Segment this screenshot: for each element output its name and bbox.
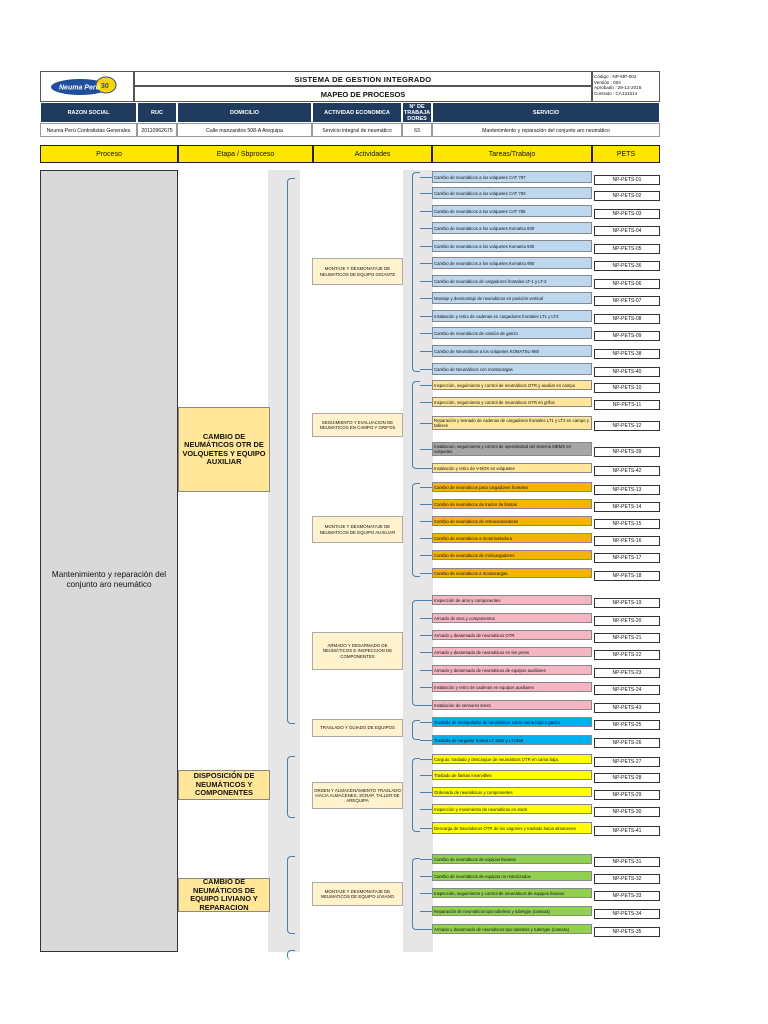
task-item: Cambio de neumáticos a los volquetes Komatsu 930 — [432, 240, 592, 252]
connector-tick — [420, 929, 432, 930]
pets-code: NP-PETS-08 — [594, 314, 660, 324]
stage-bracket — [287, 756, 295, 818]
stage-disposicion: DISPOSICIÓN DE NEUMÁTICOS Y COMPONENTES — [178, 770, 270, 800]
task-item: Instalación y retiro de cadenas en equipos auxiliares — [432, 682, 592, 692]
meta-line: Aprobado : 29-12-2016 — [594, 85, 642, 90]
connector-tick — [420, 402, 432, 403]
process-cell — [40, 170, 178, 952]
pets-code: NP-PETS-23 — [594, 668, 660, 678]
task-item: Ordenado de neumáticos y componentes — [432, 787, 592, 797]
task-item: Cambio de neumáticos de equipos no motorizados — [432, 871, 592, 881]
task-item: Reparación de neumáticos tipo tubeless y tubetype (camara) — [432, 906, 592, 916]
connector-tick — [420, 351, 432, 352]
connector-tick — [420, 193, 432, 194]
doc-meta — [592, 71, 660, 102]
task-item: Cambio de neumáticos de minicargadores — [432, 550, 592, 560]
task-item: Reparación y tesnado de cadenas de cargadores frontales LT1 y LT2 en campo y talleres — [432, 416, 592, 430]
stage-cambio-otr: CAMBIO DE NEUMÁTICOS OTR DE VOLQUETES Y EQUIPO AUXILIAR — [178, 407, 270, 492]
connector-tick — [420, 281, 432, 282]
pets-code: NP-PETS-04 — [594, 226, 660, 236]
connector-tick — [420, 298, 432, 299]
pets-code: NP-PETS-27 — [594, 757, 660, 767]
pets-code: NP-PETS-01 — [594, 175, 660, 185]
doc-title: SISTEMA DE GESTION INTEGRADO — [134, 71, 592, 86]
doc-subtitle: MAPEO DE PROCESOS — [134, 86, 592, 102]
task-item: Inspección de aros y componentes — [432, 595, 592, 605]
task-item: Montaje y desmontaje de neumáticos en posición vertical — [432, 292, 592, 304]
connector-tick — [420, 246, 432, 247]
info-header-actividad: ACTIVIDAD ECONOMICA — [312, 102, 402, 123]
task-item: Cambio de neumáticos a motoniveladora — [432, 533, 592, 543]
pets-code: NP-PETS-17 — [594, 553, 660, 563]
connector-tick — [420, 228, 432, 229]
task-item: Cambio de neumáticos de camión de ganzo — [432, 327, 592, 339]
connector-tick — [420, 211, 432, 212]
pets-code: NP-PETS-14 — [594, 502, 660, 512]
task-item: Traslado de manipulador de neumáticos sobre cama baja o ganzo — [432, 717, 592, 727]
pets-code: NP-PETS-39 — [594, 447, 660, 457]
header-proceso: Proceso — [40, 145, 178, 163]
task-item: Cambio de neumáticos a los volquetes CAT 797 — [432, 171, 592, 183]
stage-cambio-liviano: CAMBIO DE NEUMÁTICOS DE EQUIPO LIVIANO Y REPARACION — [178, 878, 270, 912]
connector-tick — [420, 333, 432, 334]
info-value-razon: Neuma Perú Contratistas Generales — [40, 123, 137, 137]
task-item: Inspección, seguimiento y control de neumáticos de equipos livianos — [432, 888, 592, 898]
header-etapa: Etapa / Sbproceso — [178, 145, 313, 163]
connector-tick — [420, 759, 432, 760]
connector-tick — [420, 468, 432, 469]
task-item: Cambio de Neumáticos con montacargas — [432, 363, 592, 375]
pets-code: NP-PETS-16 — [594, 536, 660, 546]
activity-seguimiento: SEGUIMIENTO Y EVALUACION DE NEUMATICOS EN CAMPO Y GRIFOS — [312, 413, 403, 437]
connector-tick — [420, 487, 432, 488]
pets-code: NP-PETS-26 — [594, 738, 660, 748]
task-item: Cambio de Neumáticos a los volquetes KOMATSU 980 — [432, 345, 592, 357]
connector-tick — [420, 792, 432, 793]
meta-line: Código : NP-MP-002 — [594, 74, 637, 79]
task-item: Armado y desarmado de neumáticos de equipos auxiliares — [432, 665, 592, 675]
pets-code: NP-PETS-03 — [594, 209, 660, 219]
task-item: Cambio de neumáticos a los volquetes Komatsu 980 — [432, 257, 592, 269]
info-value-servicio: Mantenimiento y reparación del conjunto aro neumático — [432, 123, 660, 137]
company-logo — [50, 76, 124, 96]
info-header-trabajadores: N° DE TRABAJA DORES — [403, 103, 431, 122]
connector-tick — [420, 618, 432, 619]
activity-montaje-gigante: MONTAJE Y DESMONATAJE DE NEUMATICOS DE EQUIPO GIGANTE — [312, 258, 403, 285]
activity-bracket — [412, 483, 420, 577]
logo-badge: 30 — [101, 83, 109, 90]
pets-code: NP-PETS-10 — [594, 383, 660, 393]
activity-bracket — [412, 381, 420, 469]
task-item: Traslado de cargador frontal LT 1850 y LT2350 — [432, 735, 592, 745]
pets-code: NP-PETS-30 — [594, 807, 660, 817]
pets-code: NP-PETS-09 — [594, 331, 660, 341]
task-item: Instalación de sensores tiresti — [432, 700, 592, 710]
pets-code: NP-PETS-06 — [594, 279, 660, 289]
connector-tick — [420, 316, 432, 317]
info-header-domicilio: DOMICILIO — [177, 102, 312, 123]
process-label: Mantenimiento y reparación del conjunto aro neumático — [51, 570, 167, 589]
activity-bracket — [412, 720, 420, 740]
info-value-domicilio: Calle manzanitos 508-A Arequipa — [177, 123, 312, 137]
connector-tick — [420, 809, 432, 810]
activity-bracket — [412, 758, 420, 832]
task-item: Cambio de neumáticos a montacargas — [432, 568, 592, 578]
connector-tick — [420, 369, 432, 370]
connector-tick — [420, 555, 432, 556]
pets-code: NP-PETS-36 — [594, 261, 660, 271]
pets-code: NP-PETS-28 — [594, 773, 660, 783]
connector-tick — [420, 740, 432, 741]
activity-montaje-auxiliar: MONTAJE Y DESMONATAJE DE NEUMATICOS DE EQUIPO AUXILIAR — [312, 516, 403, 543]
stage-bracket — [287, 950, 295, 960]
pets-code: NP-PETS-41 — [594, 826, 660, 836]
info-header-servicio: SERVICIO — [432, 102, 660, 123]
activity-bracket — [412, 172, 420, 372]
task-item: Armado y desarmado de neumáticos en tire press — [432, 647, 592, 657]
task-item: Armado de aros y componentes — [432, 613, 592, 623]
connector-tick — [420, 263, 432, 264]
task-item: Cambio de neumáticos de tractor de llantas — [432, 499, 592, 509]
pets-code: NP-PETS-24 — [594, 685, 660, 695]
activity-armado: ARMADO Y DESARMADO DE NEUMÁTICOS E INSPECCION DE COMPONENTES — [312, 632, 403, 670]
connector-tick — [420, 423, 432, 424]
pets-code: NP-PETS-19 — [594, 598, 660, 608]
pets-code: NP-PETS-20 — [594, 616, 660, 626]
task-item: Descarga de Neumáticos OTR de los vagones y traslado hacia almacenes — [432, 822, 592, 834]
pets-code: NP-PETS-13 — [594, 485, 660, 495]
activity-bracket — [412, 600, 420, 706]
connector-tick — [420, 859, 432, 860]
pets-code: NP-PETS-43 — [594, 703, 660, 713]
connector-tick — [420, 670, 432, 671]
pets-code: NP-PETS-35 — [594, 927, 660, 937]
pets-code: NP-PETS-31 — [594, 857, 660, 867]
connector-tick — [420, 722, 432, 723]
connector-tick — [420, 635, 432, 636]
info-header-razon: RAZON SOCIAL — [40, 102, 137, 123]
pets-code: NP-PETS-33 — [594, 891, 660, 901]
connector-column — [268, 170, 300, 952]
activity-traslado: TRASLADO Y GUIADO DE EQUIPOS — [312, 719, 403, 737]
connector-tick — [420, 521, 432, 522]
pets-code: NP-PETS-11 — [594, 400, 660, 410]
task-item: Cambio de neumáticos de cargadores frontales LT-1 y LT-2 — [432, 275, 592, 287]
stage-bracket — [287, 178, 295, 724]
connector-tick — [420, 876, 432, 877]
connector-tick — [420, 600, 432, 601]
connector-tick — [420, 652, 432, 653]
task-item: Cambio de neumáticos a los volquetes CAT 793 — [432, 187, 592, 199]
pets-code: NP-PETS-42 — [594, 466, 660, 476]
pets-code: NP-PETS-32 — [594, 874, 660, 884]
connector-tick — [420, 385, 432, 386]
pets-code: NP-PETS-05 — [594, 244, 660, 254]
task-item: Armado y desarmado de neumáticos tipo tubeless y tubetype (camara) — [432, 924, 592, 934]
task-item: Armado y desarmado de neumáticos OTR — [432, 630, 592, 640]
pets-code: NP-PETS-07 — [594, 296, 660, 306]
meta-line: Versión : 004 — [594, 79, 621, 85]
info-value-trabajadores: 63 — [402, 123, 432, 137]
task-item: Instalacion, seguimiento y control de operatividad del sistema MEMS en volquetes — [432, 442, 592, 456]
stage-bracket — [287, 856, 295, 934]
logo-text: Neuma Perú — [59, 84, 100, 92]
connector-tick — [420, 911, 432, 912]
task-item: Inspección, seguimiento y control de neumáticos OTR en grifos — [432, 397, 592, 407]
pets-code: NP-PETS-29 — [594, 790, 660, 800]
pets-code: NP-PETS-40 — [594, 367, 660, 377]
task-item: Cambio de neumáticos a los volquetes Komatsu 830 — [432, 222, 592, 234]
pets-code: NP-PETS-18 — [594, 571, 660, 581]
task-item: Cambio de neumáticos para cargadores frontales — [432, 482, 592, 492]
pets-code: NP-PETS-22 — [594, 650, 660, 660]
pets-code: NP-PETS-21 — [594, 633, 660, 643]
task-item: Traslado de llantas inservibles — [432, 770, 592, 780]
connector-tick — [420, 828, 432, 829]
task-item: Inspección y movimiento de neumáticos en stock — [432, 804, 592, 814]
pets-code: NP-PETS-25 — [594, 720, 660, 730]
pets-code: NP-PETS-34 — [594, 909, 660, 919]
task-item: Cambio de neumáticos a los volquetes CAT 785 — [432, 205, 592, 217]
activity-montaje-liviano: MONTAJE Y DESMONATAJE DE NEUMATICOS DE EQUIPO LIVIANO — [312, 882, 403, 906]
activity-orden: ORDEN Y ALMACENAMIENTO TRASLADO HACIA ALMACENES, SCRAP, TALLER DE AREQUIPA — [312, 782, 403, 809]
connector-tick — [420, 573, 432, 574]
header-tareas: Tareas/Trabajo — [432, 145, 592, 163]
pets-code: NP-PETS-02 — [594, 191, 660, 201]
connector-tick — [420, 177, 432, 178]
task-item: Carguio, traslado y descargue de neumáticos OTR en cama baja. — [432, 754, 592, 764]
connector-tick — [420, 705, 432, 706]
connector-tick — [420, 449, 432, 450]
task-item: Cambio de neumáticos de retroexcavadoras — [432, 516, 592, 526]
task-item: Instalación y retiro de V-BOX en volquetes — [432, 463, 592, 473]
header-actividades: Actividades — [313, 145, 432, 163]
pets-code: NP-PETS-12 — [594, 421, 660, 431]
meta-line: Contrato : CA131514 — [594, 90, 638, 96]
connector-tick — [420, 687, 432, 688]
activity-bracket — [412, 858, 420, 930]
task-item: Instalación y retiro de cadenas en cargadores frontales LT1 y LT2 — [432, 310, 592, 322]
task-item: Cambio de neumáticos de equipos livianos — [432, 854, 592, 864]
task-item: Inspección, seguimiento y control de neumáticos OTR y auxiliar en campo — [432, 380, 592, 390]
connector-tick — [420, 504, 432, 505]
info-value-ruc: 20110962675 — [137, 123, 177, 137]
header-pets: PETS — [592, 145, 660, 163]
pets-code: NP-PETS-15 — [594, 519, 660, 529]
info-value-actividad: Servicio integral de neumático — [312, 123, 402, 137]
info-header-ruc: RUC — [137, 102, 177, 123]
connector-tick — [420, 538, 432, 539]
pets-code: NP-PETS-38 — [594, 349, 660, 359]
connector-tick — [420, 775, 432, 776]
connector-tick — [420, 893, 432, 894]
